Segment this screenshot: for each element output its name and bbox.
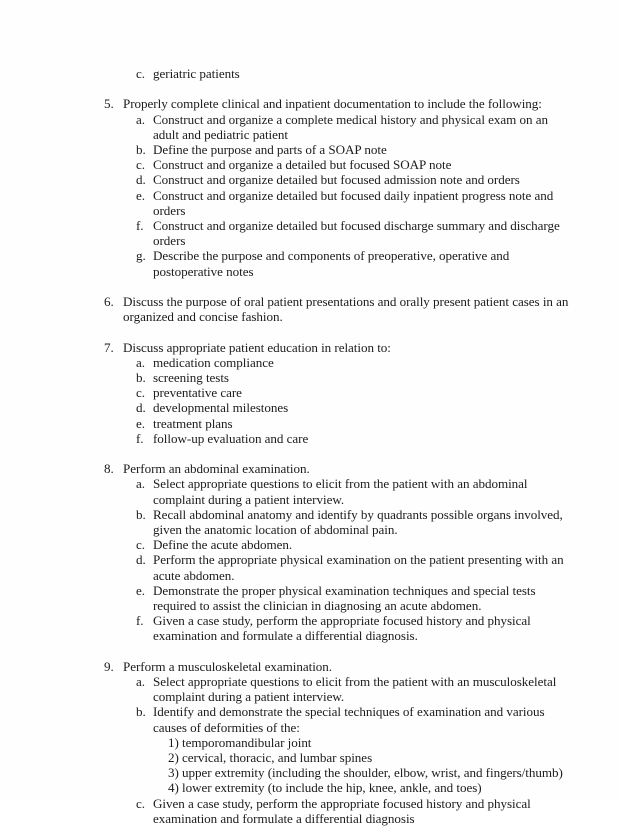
outline-item bbox=[136, 66, 572, 81]
outline-item-marker: 7. bbox=[104, 339, 114, 355]
outline-item-marker: f. bbox=[136, 613, 144, 629]
outline-item-text: Describe the purpose and components of preoperative, operative and postoperative notes bbox=[153, 248, 510, 279]
outline-item-text: Construct and organize detailed but focused discharge summary and discharge orders bbox=[153, 218, 560, 249]
outline-item-text: Discuss appropriate patient education in relation to: bbox=[123, 339, 391, 355]
outline-item-marker: c. bbox=[136, 385, 145, 401]
outline-item-marker: 1) bbox=[168, 734, 179, 750]
outline-item bbox=[136, 796, 572, 826]
outline-item-text: follow-up evaluation and care bbox=[153, 430, 309, 446]
document-body bbox=[104, 66, 572, 826]
outline-item bbox=[136, 157, 572, 172]
outline-item-text: Identify and demonstrate the special techniques of examination and various causes of deformities of the: bbox=[153, 704, 545, 735]
outline-item-text: medication compliance bbox=[153, 354, 274, 370]
outline-item bbox=[136, 188, 572, 218]
outline-item bbox=[136, 537, 572, 552]
outline-item-text: preventative care bbox=[153, 385, 242, 401]
outline-item-text: Discuss the purpose of oral patient presentations and orally present patient cases in an organized and concise fashion. bbox=[123, 294, 569, 325]
outline-item bbox=[136, 613, 572, 643]
outline-item bbox=[104, 96, 572, 111]
paragraph-spacer bbox=[104, 446, 572, 461]
outline-item-text: Perform the appropriate physical examination on the patient presenting with an acute abdomen. bbox=[153, 552, 564, 583]
outline-item-marker: 5. bbox=[104, 96, 114, 112]
outline-item bbox=[104, 294, 572, 324]
outline-item-marker: 2) bbox=[168, 750, 179, 766]
outline-item-text: Construct and organize detailed but focused admission note and orders bbox=[153, 172, 520, 188]
outline-item-marker: c. bbox=[136, 537, 145, 553]
outline-item bbox=[104, 340, 572, 355]
outline-item-marker: 4) bbox=[168, 780, 179, 796]
outline-item-marker: g. bbox=[136, 248, 146, 264]
outline-item-text: Select appropriate questions to elicit from the patient with an musculoskeletal complaint during a patient interview. bbox=[153, 674, 557, 705]
outline-item bbox=[168, 780, 572, 795]
paragraph-spacer bbox=[104, 279, 572, 294]
outline-item-marker: f. bbox=[136, 218, 144, 234]
outline-item bbox=[136, 476, 572, 506]
outline-item-marker: 8. bbox=[104, 461, 114, 477]
outline-item bbox=[104, 659, 572, 674]
outline-item bbox=[136, 385, 572, 400]
outline-item-marker: e. bbox=[136, 582, 145, 598]
outline-item bbox=[136, 248, 572, 278]
outline-item bbox=[136, 172, 572, 187]
outline-item bbox=[136, 674, 572, 704]
outline-item bbox=[136, 552, 572, 582]
paragraph-spacer bbox=[104, 644, 572, 659]
outline-item-text: Select appropriate questions to elicit from the patient with an abdominal complaint during a patient interview. bbox=[153, 476, 528, 507]
outline-item bbox=[136, 112, 572, 142]
outline-item-text: treatment plans bbox=[153, 415, 233, 431]
outline-item-text: Define the purpose and parts of a SOAP note bbox=[153, 142, 387, 157]
outline-item-text: Construct and organize a complete medical history and physical exam on an adult and pediatric patient bbox=[153, 111, 548, 142]
outline-item bbox=[136, 704, 572, 734]
outline-item-text: Define the acute abdomen. bbox=[153, 537, 293, 553]
outline-item-marker: c. bbox=[136, 157, 145, 173]
outline-item bbox=[104, 461, 572, 476]
outline-item-text: cervical, thoracic, and lumbar spines bbox=[182, 750, 373, 766]
outline-item-text: lower extremity (to include the hip, knee, ankle, and toes) bbox=[182, 780, 482, 796]
outline-item-marker: a. bbox=[136, 354, 145, 370]
outline-item-text: temporomandibular joint bbox=[182, 734, 312, 750]
outline-item bbox=[136, 583, 572, 613]
outline-item-marker: e. bbox=[136, 415, 145, 431]
outline-item-text: developmental milestones bbox=[153, 400, 289, 416]
outline-item-text: Properly complete clinical and inpatient documentation to include the following: bbox=[123, 96, 542, 112]
outline-item-text: Given a case study, perform the appropriate focused history and physical examination and formulate a differential diagnosis bbox=[153, 795, 531, 826]
outline-item-text: screening tests bbox=[153, 370, 229, 386]
outline-item bbox=[168, 750, 572, 765]
outline-item-text: Construct and organize a detailed but focused SOAP note bbox=[153, 157, 452, 173]
outline-item-marker: c. bbox=[136, 795, 145, 811]
outline-item bbox=[136, 218, 572, 248]
outline-item-marker: d. bbox=[136, 552, 146, 568]
outline-item-text: upper extremity (including the shoulder, elbow, wrist, and fingers/thumb) bbox=[182, 765, 563, 781]
outline-item-text: Given a case study, perform the appropriate focused history and physical examination and formulate a differential diagnosis. bbox=[153, 613, 531, 644]
outline-item-marker: b. bbox=[136, 506, 146, 522]
outline-item-marker: a. bbox=[136, 674, 145, 690]
outline-item-text: geriatric patients bbox=[153, 66, 240, 81]
outline-item bbox=[136, 370, 572, 385]
outline-item-text: Recall abdominal anatomy and identify by quadrants possible organs involved, given the anatomic location of abdominal pain. bbox=[153, 506, 563, 538]
outline-item bbox=[168, 735, 572, 750]
outline-item-marker: b. bbox=[136, 370, 146, 386]
outline-item-marker: e. bbox=[136, 187, 145, 203]
outline-item bbox=[136, 400, 572, 415]
paragraph-spacer bbox=[104, 81, 572, 96]
paragraph-spacer bbox=[104, 324, 572, 339]
outline-item-marker: a. bbox=[136, 476, 145, 492]
outline-item bbox=[168, 765, 572, 780]
outline-item-marker: b. bbox=[136, 142, 146, 157]
outline-item-text: Demonstrate the proper physical examination techniques and special tests required to assist the clinician in diagnosing an acute abdomen. bbox=[153, 582, 536, 614]
outline-item-marker: 6. bbox=[104, 294, 114, 310]
outline-item-text: Construct and organize detailed but focused daily inpatient progress note and orders bbox=[153, 187, 554, 218]
outline-item-text: Perform an abdominal examination. bbox=[123, 461, 310, 477]
outline-item-marker: d. bbox=[136, 172, 146, 188]
outline-item bbox=[136, 431, 572, 446]
outline-item-marker: c. bbox=[136, 66, 145, 81]
outline-item-marker: b. bbox=[136, 704, 146, 720]
outline-item bbox=[136, 507, 572, 537]
outline-item-text: Perform a musculoskeletal examination. bbox=[123, 658, 332, 674]
outline-item-marker: a. bbox=[136, 111, 145, 127]
outline-item-marker: 9. bbox=[104, 658, 114, 674]
outline-item bbox=[136, 355, 572, 370]
outline-item bbox=[136, 142, 572, 157]
outline-item-marker: f. bbox=[136, 430, 144, 446]
outline-item-marker: 3) bbox=[168, 765, 179, 781]
outline-item-marker: d. bbox=[136, 400, 146, 416]
outline-item bbox=[136, 416, 572, 431]
